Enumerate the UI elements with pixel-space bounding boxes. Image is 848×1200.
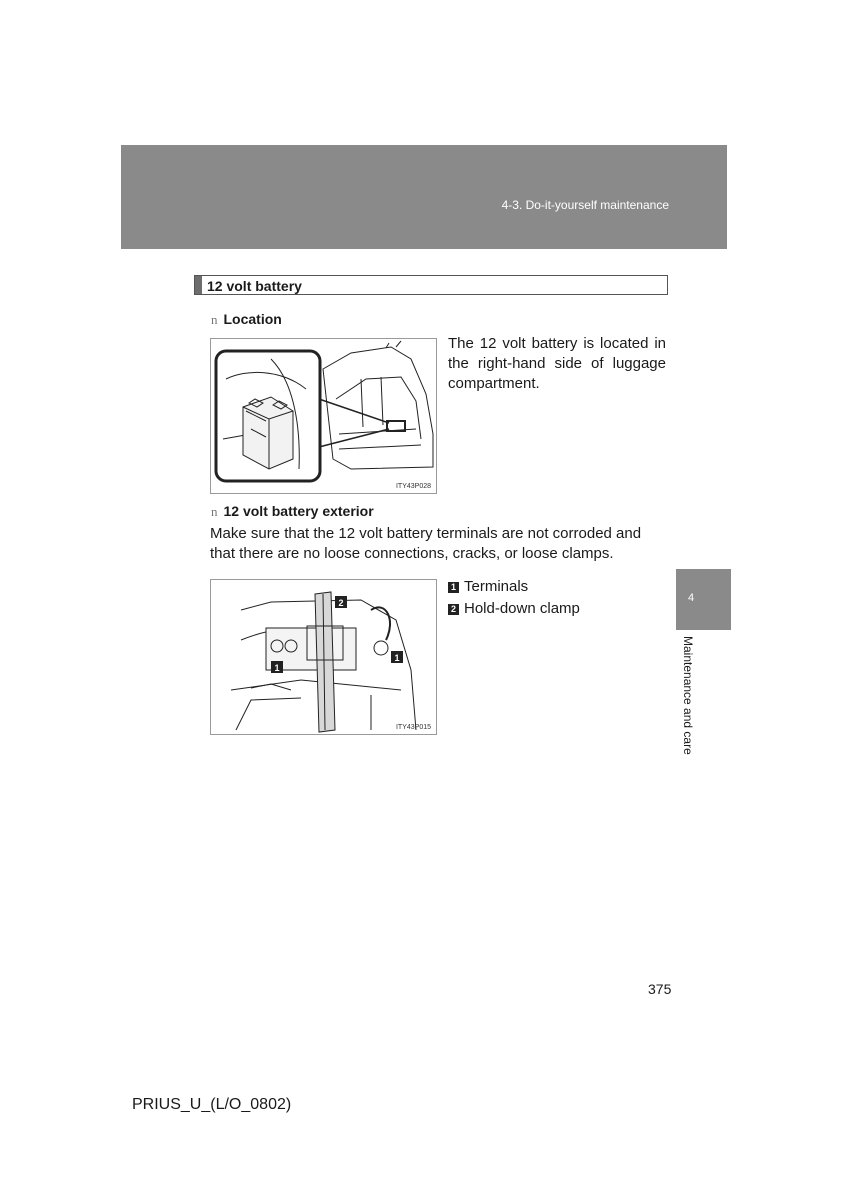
chapter-section-title: 4-3. Do-it-yourself maintenance <box>501 198 669 212</box>
legend-item-terminals <box>448 578 528 595</box>
location-figure <box>210 338 437 494</box>
exterior-heading-text: 12 volt battery exterior <box>223 503 374 519</box>
svg-text:2: 2 <box>338 598 344 608</box>
svg-text:1: 1 <box>394 653 400 663</box>
battery-location-illustration <box>211 339 436 493</box>
chapter-label: Maintenance and care <box>681 636 695 755</box>
chapter-number: 4 <box>688 592 695 604</box>
figure-code: ITY43P028 <box>395 483 431 490</box>
item-label: Hold-down clamp <box>464 600 580 617</box>
document-footer: PRIUS_U_(L/O_0802) <box>132 1096 292 1113</box>
item-number: 1 <box>448 582 459 593</box>
exterior-figure <box>210 579 437 735</box>
battery-terminals-illustration <box>211 580 436 734</box>
chapter-tab <box>676 569 731 630</box>
location-heading-text: Location <box>223 311 282 327</box>
bullet-marker: n <box>211 504 218 519</box>
section-title-box <box>194 275 668 295</box>
location-description: The 12 volt battery is located in the right-hand side of luggage compartment. <box>448 335 666 392</box>
legend-item-hold-down-clamp <box>448 600 580 617</box>
page-number: 375 <box>648 981 672 997</box>
location-heading <box>211 311 282 328</box>
svg-text:1: 1 <box>274 663 280 673</box>
exterior-description: Make sure that the 12 volt battery terminals are not corroded and that there are no loose connections, cracks, or loose clamps. <box>210 525 642 562</box>
exterior-heading <box>211 503 374 520</box>
figure-code: ITY43P015 <box>395 724 431 731</box>
item-label: Terminals <box>464 578 529 595</box>
section-title-marker <box>195 276 202 294</box>
chapter-header-band <box>121 145 727 249</box>
section-title: 12 volt battery <box>207 278 302 294</box>
bullet-marker: n <box>211 312 218 327</box>
item-number: 2 <box>448 604 459 615</box>
